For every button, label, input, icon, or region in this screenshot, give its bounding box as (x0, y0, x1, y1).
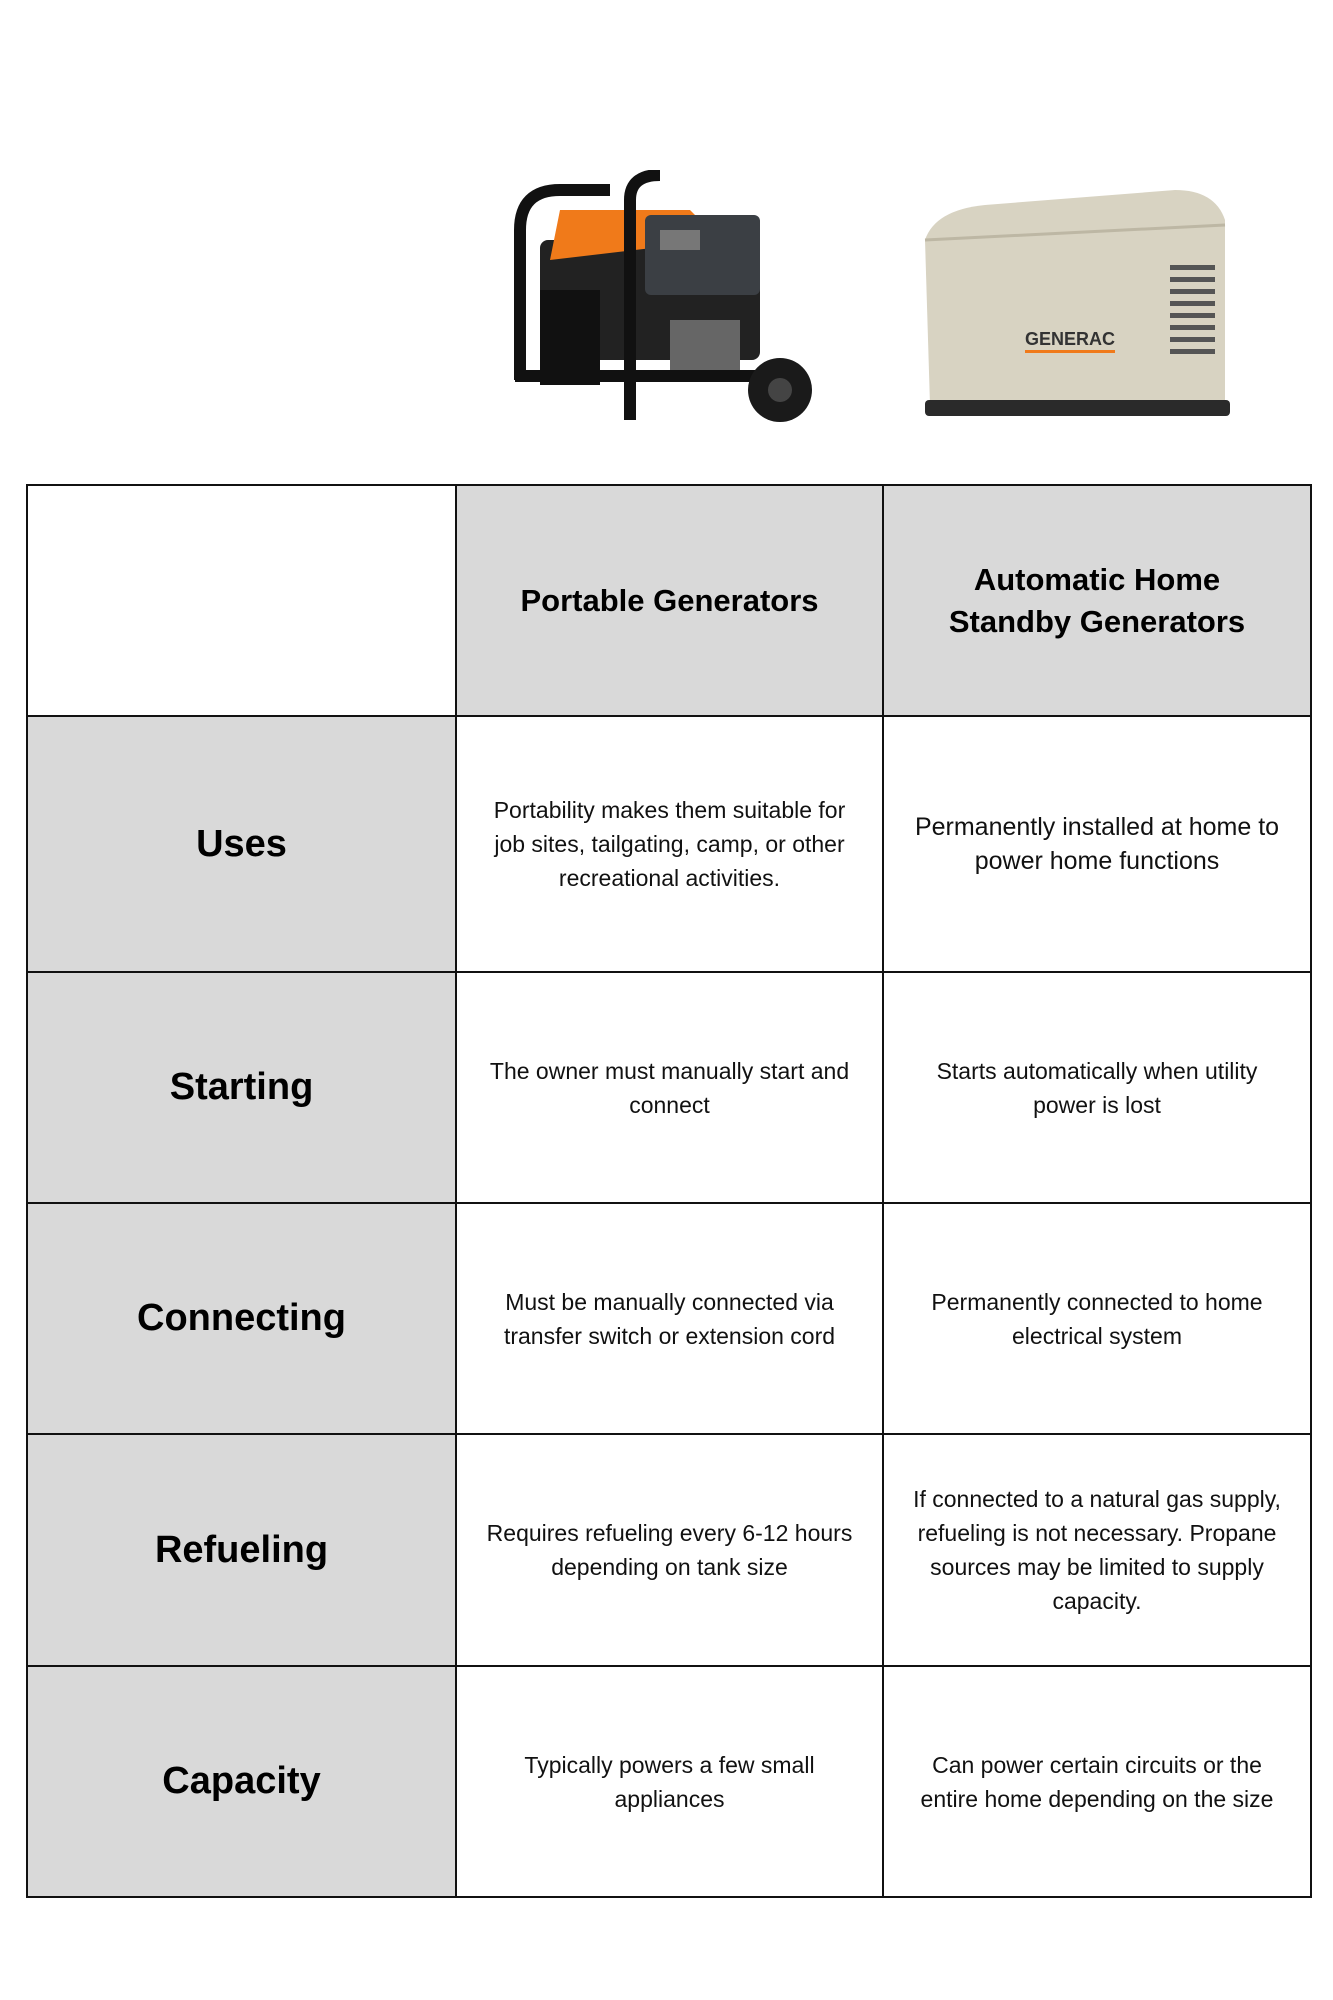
generac-logo: GENERAC (1025, 329, 1116, 349)
table-row (27, 1434, 1311, 1666)
row-label: Refueling (27, 1434, 456, 1666)
row-label: Capacity (27, 1666, 456, 1897)
standby-cell: Permanently installed at home to power home functions (883, 716, 1311, 972)
standby-cell: Permanently connected to home electrical system (883, 1203, 1311, 1434)
table-header-row (27, 485, 1311, 716)
table-row (27, 1203, 1311, 1434)
portable-cell: The owner must manually start and connect (456, 972, 883, 1203)
table-row (27, 1666, 1311, 1897)
portable-cell: Typically powers a few small appliances (456, 1666, 883, 1897)
standby-cell: Starts automatically when utility power is lost (883, 972, 1311, 1203)
comparison-table (26, 484, 1312, 1898)
row-label: Uses (27, 716, 456, 972)
row-label: Starting (27, 972, 456, 1203)
portable-cell: Portability makes them suitable for job sites, tailgating, camp, or other recreational activities. (456, 716, 883, 972)
header-empty-cell (27, 485, 456, 716)
portable-cell: Must be manually connected via transfer switch or extension cord (456, 1203, 883, 1434)
table-row (27, 716, 1311, 972)
table-row (27, 972, 1311, 1203)
row-label: Connecting (27, 1203, 456, 1434)
standby-generator-image (915, 180, 1245, 420)
standby-cell: Can power certain circuits or the entire home depending on the size (883, 1666, 1311, 1897)
portable-cell: Requires refueling every 6-12 hours depending on tank size (456, 1434, 883, 1666)
portable-generator-image (500, 170, 815, 445)
header-standby: Automatic Home Standby Generators (883, 485, 1311, 716)
header-portable: Portable Generators (456, 485, 883, 716)
standby-cell: If connected to a natural gas supply, refueling is not necessary. Propane sources may be limited to supply capacity. (883, 1434, 1311, 1666)
